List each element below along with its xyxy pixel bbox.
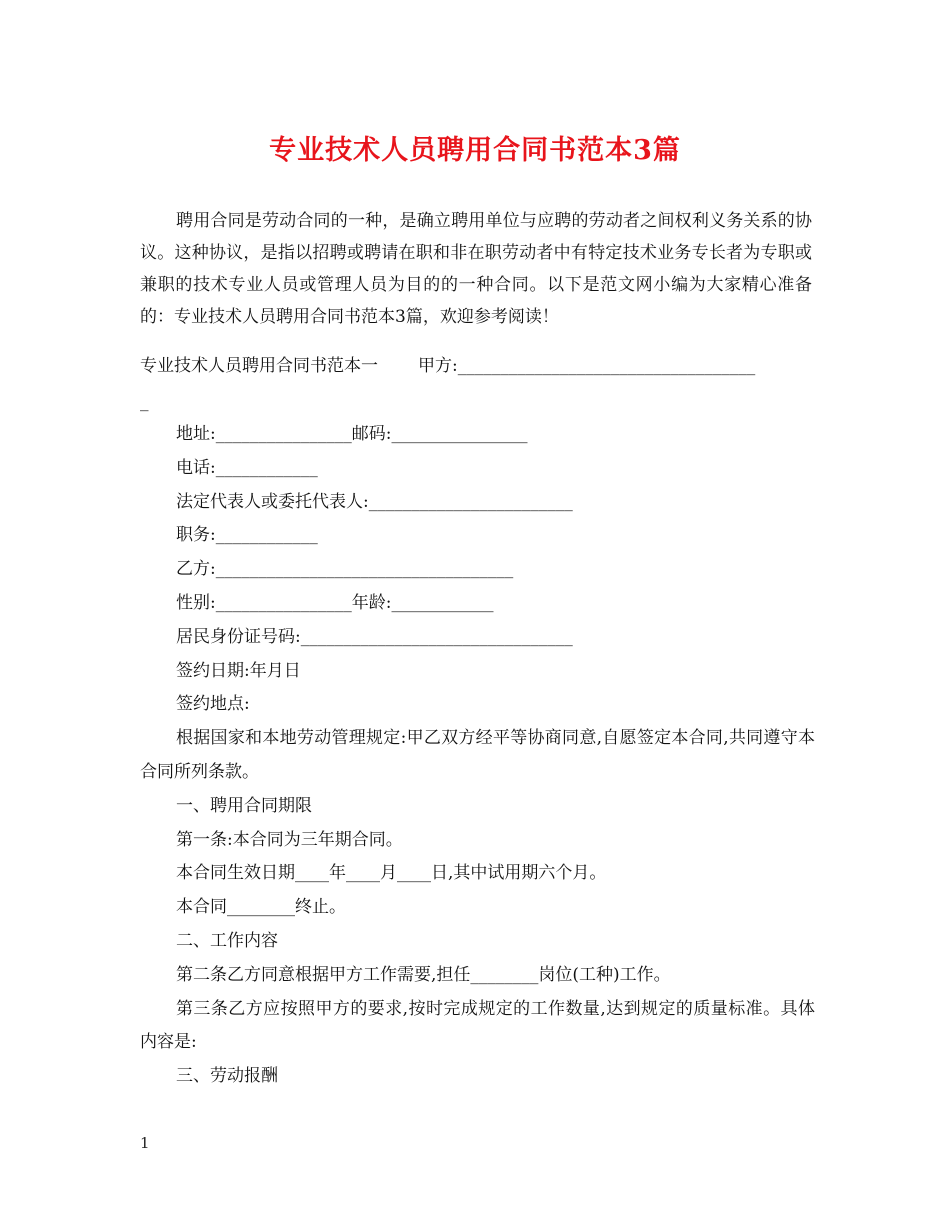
id-number-line: 居民身份证号码:________________________________ <box>176 626 573 647</box>
position-line: 职务:____________ <box>176 525 318 546</box>
preamble-paragraph: 根据国家和本地劳动管理规定:甲乙双方经平等协商同意,自愿签定本合同,共同遵守本合同所列条款。 <box>140 728 815 782</box>
signing-place-line: 签约地点: <box>176 694 250 715</box>
article-1: 第一条:本合同为三年期合同。 <box>176 829 403 850</box>
legal-representative-line: 法定代表人或委托代表人:________________________ <box>176 491 573 512</box>
gender-age-line: 性别:________________年龄:____________ <box>176 592 494 613</box>
section-3-heading: 三、劳动报酬 <box>176 1066 278 1087</box>
effective-date-line: 本合同生效日期____年____月____日,其中试用期六个月。 <box>176 863 607 884</box>
section-2-heading: 二、工作内容 <box>176 930 278 951</box>
page-number: 1 <box>140 1134 150 1152</box>
contract-body <box>140 418 815 1094</box>
party-a-field: 甲方:___________________________________ <box>418 356 756 376</box>
phone-line: 电话:____________ <box>176 457 318 478</box>
termination-line: 本合同________终止。 <box>176 897 346 918</box>
party-a-line <box>140 350 820 382</box>
section-1-heading: 一、聘用合同期限 <box>176 795 312 816</box>
party-b-line: 乙方:___________________________________ <box>176 559 514 580</box>
article-3: 第三条乙方应按照甲方的要求,按时完成规定的工作数量,达到规定的质量标准。具体内容是: <box>140 998 815 1053</box>
address-postcode-line: 地址:________________邮码:________________ <box>176 424 528 444</box>
article-2: 第二条乙方同意根据甲方工作需要,担任________岗位(工种)工作。 <box>176 964 671 985</box>
section-heading: 专业技术人员聘用合同书范本一 <box>140 356 378 376</box>
document-title: 专业技术人员聘用合同书范本3篇 <box>269 135 681 166</box>
signing-date-line: 签约日期:年月日 <box>176 660 301 681</box>
underline-fragment: _ <box>140 392 149 412</box>
intro-paragraph: 聘用合同是劳动合同的一种，是确立聘用单位与应聘的劳动者之间权利义务关系的协议。这种协议，是指以招聘或聘请在职和非在职劳动者中有特定技术业务专长者为专职或兼职的技术专业人员或管理人员为目的的一种合同。以下是范文网小编为大家精心准备的：专业技术人员聘用合同书范本3篇，欢迎参考阅读！ <box>140 211 812 327</box>
